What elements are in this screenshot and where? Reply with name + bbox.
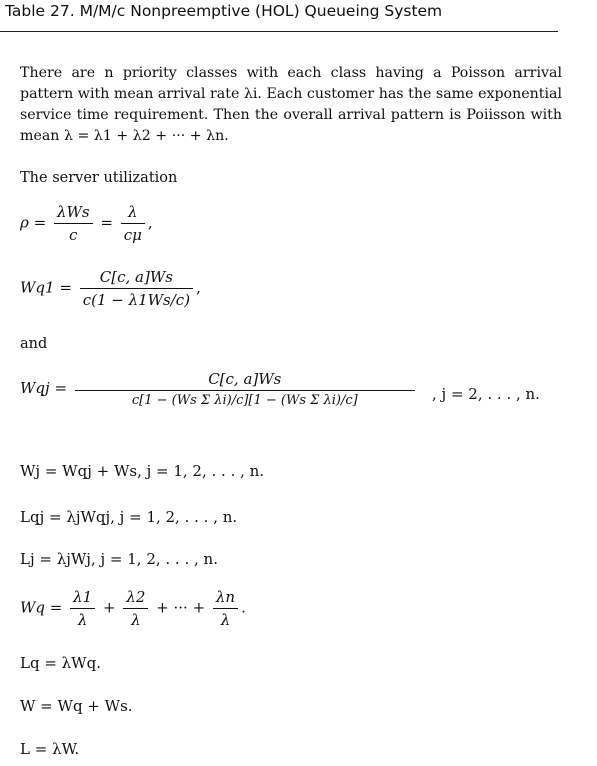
and-label: and bbox=[20, 336, 48, 352]
wqj-fraction bbox=[75, 370, 415, 408]
wq1-fraction bbox=[80, 268, 193, 309]
wq-t1-den: λ bbox=[70, 608, 95, 629]
equation-rho bbox=[20, 203, 153, 244]
wq-tn-den: λ bbox=[213, 608, 238, 629]
intro-text: There are n priority classes with each class having a Poisson arrival pattern with mean arrival rate λi. Each customer has the same exponential service time requirement. Then the overall arrival pattern is Poiisson with mean λ = λ1 + λ2 + ··· + λn. bbox=[20, 65, 562, 144]
equation-l: L = λW. bbox=[20, 740, 80, 758]
equation-lq: Lq = λWq. bbox=[20, 654, 101, 672]
wq-term-1 bbox=[70, 588, 95, 629]
wqj-num: C[c, a]Ws bbox=[208, 370, 282, 388]
utilization-label: The server utilization bbox=[20, 170, 178, 186]
rho-tail: , bbox=[147, 213, 153, 232]
table-title: Table 27. M/M/c Nonpreemptive (HOL) Queueing System bbox=[5, 2, 443, 20]
rho-fraction-1 bbox=[54, 203, 93, 244]
wq-t2-num: λ2 bbox=[126, 588, 146, 606]
wqj-den: c[1 − (Ws Σ λi)/c][1 − (Ws Σ λi)/c] bbox=[75, 390, 415, 408]
wq-t2-den: λ bbox=[123, 608, 148, 629]
equation-lj: Lj = λjWj, j = 1, 2, . . . , n. bbox=[20, 550, 218, 568]
wqj-lhs: Wqj = bbox=[20, 379, 68, 397]
wqj-condition: , j = 2, . . . , n. bbox=[432, 385, 540, 403]
equation-lqj: Lqj = λjWqj, j = 1, 2, . . . , n. bbox=[20, 508, 238, 526]
rho-f1-den: c bbox=[54, 223, 93, 244]
wq1-lhs: Wq1 = bbox=[20, 278, 72, 297]
equation-wqj bbox=[20, 370, 418, 408]
rho-f2-den: cμ bbox=[121, 223, 145, 244]
rho-f1-num: λWs bbox=[56, 203, 90, 221]
wq-term-2 bbox=[123, 588, 148, 629]
wq1-num: C[c, a]Ws bbox=[99, 268, 173, 286]
title-rule bbox=[0, 31, 558, 32]
equation-wq1 bbox=[20, 268, 201, 309]
equation-w: W = Wq + Ws. bbox=[20, 697, 133, 715]
rho-lhs: ρ = bbox=[20, 213, 47, 232]
wq-dots: + ··· + bbox=[156, 598, 206, 617]
wq-tn-num: λn bbox=[215, 588, 236, 606]
rho-eq2: = bbox=[100, 213, 113, 232]
wq-lhs: Wq = bbox=[20, 598, 63, 617]
wq1-den: c(1 − λ1Ws/c) bbox=[80, 288, 193, 309]
intro-paragraph bbox=[20, 63, 562, 147]
wq-t1-num: λ1 bbox=[73, 588, 93, 606]
rho-fraction-2 bbox=[121, 203, 145, 244]
wq1-tail: , bbox=[196, 278, 201, 297]
rho-f2-num: λ bbox=[128, 203, 138, 221]
equation-wj: Wj = Wqj + Ws, j = 1, 2, . . . , n. bbox=[20, 462, 265, 480]
equation-wq: Wq = $\frac{\lambda 1}{\lambda}$ + $\frac{\lambda 2}{\lambda}$ + ··· + $\frac{\lambda n}{\lambda}$ . bbox=[20, 588, 246, 629]
wq-term-n bbox=[213, 588, 238, 629]
